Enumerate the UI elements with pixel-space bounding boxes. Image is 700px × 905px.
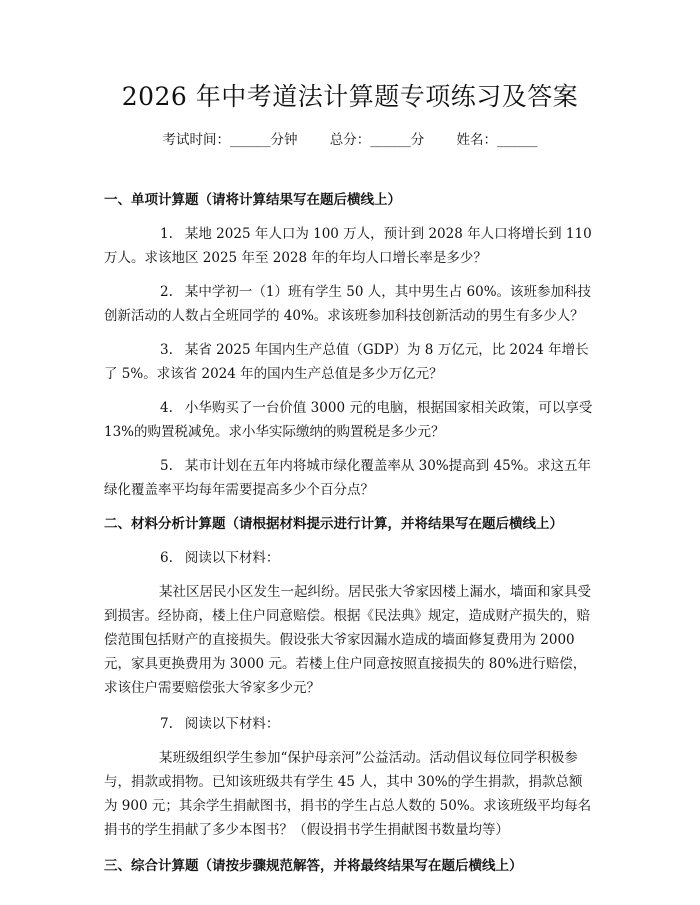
material-paragraph: 某班级组织学生参加“保护母亲河”公益活动。活动倡议每位同学积极参与，捐款或捐物。已知该班级共有学生 45 人，其中 30%的学生捐款，捐款总额为 900 元；其余学生捐献图书，捐书的学生占总人数的 50%。求该班级平均每名捐书的学生捐献了多少本图书？（假设捐书学生捐献图书数量均等） xyxy=(104,750,592,838)
question-text: 某地 2025 年人口为 100 万人，预计到 2028 年人口将增长到 110 万人。求该地区 2025 年至 2028 年的年均人口增长率是多少？ xyxy=(104,226,592,266)
question-text: 小华购买了一台价值 3000 元的电脑，根据国家相关政策，可以享受 13%的购置税减免。求小华实际缴纳的购置税是多少元？ xyxy=(104,400,593,440)
question-item xyxy=(104,280,596,328)
question-number: 7. xyxy=(160,716,173,732)
question-item xyxy=(104,396,596,444)
question-item xyxy=(104,454,596,502)
section-heading: 一、单项计算题（请将计算结果写在题后横线上） xyxy=(104,192,401,208)
question-number: 6. xyxy=(160,550,173,566)
question-text: 阅读以下材料： xyxy=(184,550,280,566)
question-text: 阅读以下材料： xyxy=(184,716,280,732)
question-number: 2. xyxy=(160,284,173,300)
material-paragraph: 某社区居民小区发生一起纠纷。居民张大爷家因楼上漏水，墙面和家具受到损害。经协商，楼上住户同意赔偿。根据《民法典》规定，造成财产损失的，赔偿范围包括财产的直接损失。假设张大爷家因漏水造成的墙面修复费用为 2000 元，家具更换费用为 3000 元。若楼上住户同意按照直接损失的 80%进行赔偿，求该住户需要赔偿张大爷家多少元？ xyxy=(104,584,591,696)
question-text: 某市计划在五年内将城市绿化覆盖率从 30%提高到 45%。求这五年绿化覆盖率平均每年需要提高多少个百分点？ xyxy=(104,458,591,498)
question-number: 3. xyxy=(160,342,173,358)
question-item xyxy=(104,712,596,736)
question-text: 某省 2025 年国内生产总值（GDP）为 8 万亿元，比 2024 年增长了 5%。求该省 2024 年的国内生产总值是多少万亿元？ xyxy=(104,342,589,382)
total-score-field: 总分：______分 xyxy=(329,132,425,148)
question-number: 1. xyxy=(160,226,173,242)
question-item xyxy=(104,338,596,386)
page-title: 2026 年中考道法计算题专项练习及答案 xyxy=(121,82,579,111)
name-field: 姓名：______ xyxy=(456,132,538,148)
exam-time-field: 考试时间：______分钟 xyxy=(162,132,298,148)
section-heading: 三、综合计算题（请按步骤规范解答，并将最终结果写在题后横线上） xyxy=(104,858,523,874)
question-item xyxy=(104,546,596,570)
exam-content xyxy=(104,188,596,888)
question-number: 5. xyxy=(160,458,173,474)
question-text: 某中学初一（1）班有学生 50 人，其中男生占 60%。该班参加科技创新活动的人数占全班同学的 40%。求该班参加科技创新活动的男生有多少人？ xyxy=(104,284,592,324)
exam-info xyxy=(0,130,700,150)
question-number: 4. xyxy=(160,400,173,416)
section-heading: 二、材料分析计算题（请根据材料提示进行计算，并将结果写在题后横线上） xyxy=(104,516,563,532)
question-item xyxy=(104,222,596,270)
